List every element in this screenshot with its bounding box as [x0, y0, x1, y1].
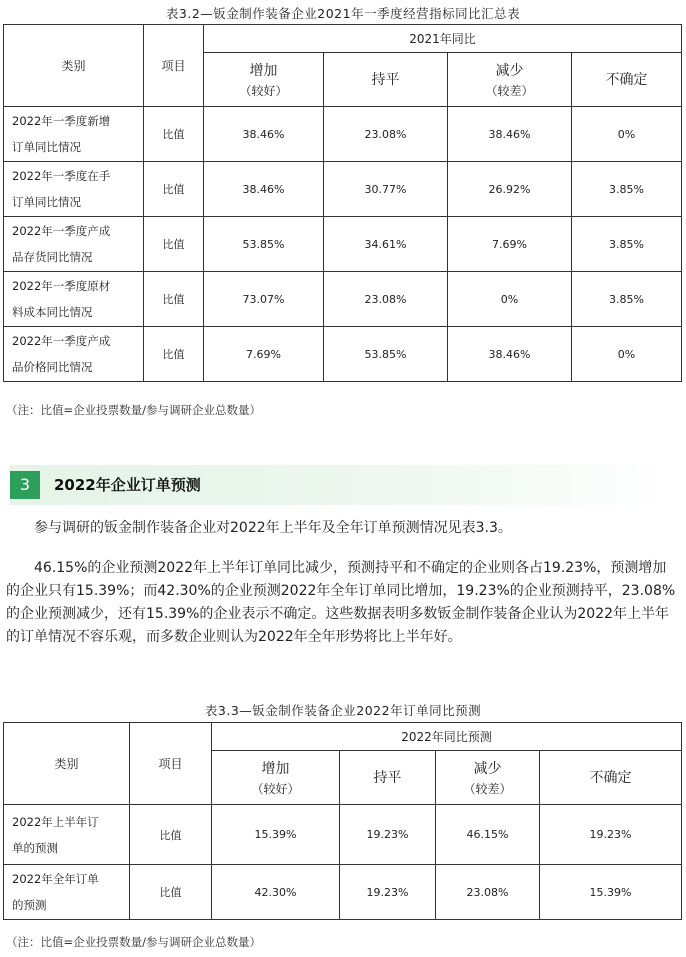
header-increase [204, 53, 324, 107]
row-label-line2: 品价格同比情况 [12, 360, 93, 374]
row-label-line2: 料成本同比情况 [12, 305, 93, 319]
row-label-line1: 2022年全年订单 [12, 872, 99, 886]
cell-uncertain: 3.85% [572, 272, 682, 327]
header-uncertain: 不确定 [540, 751, 682, 805]
cell-flat: 30.77% [324, 162, 448, 217]
row-label-line1: 2022年上半年订 [12, 814, 99, 829]
table1-note: （注：比值=企业投票数量/参与调研企业总数量） [6, 403, 262, 417]
cell-increase: 42.30% [212, 865, 340, 920]
section-title: 2022年企业订单预测 [54, 476, 201, 494]
cell-increase: 73.07% [204, 272, 324, 327]
row-label [4, 327, 144, 382]
cell-uncertain: 0% [572, 107, 682, 162]
cell-decrease: 23.08% [436, 865, 540, 920]
row-label-line1: 2022年一季度产成 [12, 224, 111, 238]
table2-note: （注：比值=企业投票数量/参与调研企业总数量） [6, 935, 262, 949]
cell-flat: 23.08% [324, 272, 448, 327]
section-header [10, 465, 676, 505]
cell-flat: 19.23% [340, 805, 436, 865]
section-number: 3 [10, 471, 40, 499]
header-increase-sub: （较好） [239, 84, 288, 98]
row-item: 比值 [130, 805, 212, 865]
cell-uncertain: 0% [572, 327, 682, 382]
cell-uncertain: 19.23% [540, 805, 682, 865]
cell-decrease: 46.15% [436, 805, 540, 865]
header-group: 2022年同比预测 [212, 723, 682, 751]
cell-flat: 19.23% [340, 865, 436, 920]
header-category: 类别 [4, 25, 144, 107]
header-increase-label: 增加 [249, 63, 278, 79]
row-label [4, 865, 130, 920]
header-uncertain: 不确定 [572, 53, 682, 107]
header-decrease [448, 53, 572, 107]
row-label [4, 217, 144, 272]
row-label [4, 107, 144, 162]
header-item: 项目 [130, 723, 212, 805]
cell-increase: 53.85% [204, 217, 324, 272]
header-decrease-sub: （较差） [463, 782, 512, 796]
row-item: 比值 [144, 162, 204, 217]
header-increase-label: 增加 [261, 761, 290, 777]
row-item: 比值 [144, 272, 204, 327]
header-item: 项目 [144, 25, 204, 107]
row-label-line1: 2022年一季度原材 [12, 279, 111, 293]
cell-flat: 53.85% [324, 327, 448, 382]
row-label [4, 272, 144, 327]
row-label-line2: 订单同比情况 [12, 140, 81, 154]
cell-increase: 38.46% [204, 107, 324, 162]
table1-caption: 表3.2—钣金制作装备企业2021年一季度经营指标同比汇总表 [165, 6, 521, 21]
cell-decrease: 38.46% [448, 327, 572, 382]
cell-decrease: 7.69% [448, 217, 572, 272]
row-label [4, 805, 130, 865]
table2-caption: 表3.3—钣金制作装备企业2022年订单同比预测 [204, 703, 482, 718]
row-item: 比值 [144, 327, 204, 382]
table-row [4, 805, 682, 865]
cell-uncertain: 3.85% [572, 162, 682, 217]
cell-increase: 38.46% [204, 162, 324, 217]
cell-decrease: 0% [448, 272, 572, 327]
row-label-line2: 单的预测 [12, 840, 58, 855]
paragraph-analysis: 46.15%的企业预测2022年上半年订单同比减少，预测持平和不确定的企业则各占19.23%，预测增加的企业只有15.39%；而42.30%的企业预测2022年全年订单同比增加，19.23%的企业预测持平，23.08%的企业预测减少，还有15.39%的企业表示不确定。这些数据表明多数钣金制作装备企业认为2022年上半年的订单情况不容乐观，而多数企业则认为2022年全年形势将比上半年好。 [6, 560, 676, 645]
row-label-line1: 2022年一季度在手 [12, 169, 111, 183]
row-label-line2: 订单同比情况 [12, 195, 81, 209]
order-forecast-table [3, 722, 682, 920]
row-label-line1: 2022年一季度产成 [12, 334, 111, 348]
header-flat: 持平 [324, 53, 448, 107]
table-row [4, 865, 682, 920]
row-label-line1: 2022年一季度新增 [12, 114, 111, 128]
cell-increase: 15.39% [212, 805, 340, 865]
cell-increase: 7.69% [204, 327, 324, 382]
header-flat: 持平 [340, 751, 436, 805]
header-decrease-label: 减少 [495, 63, 524, 79]
row-label [4, 162, 144, 217]
header-decrease [436, 751, 540, 805]
row-item: 比值 [144, 217, 204, 272]
table-row [4, 327, 682, 382]
cell-uncertain: 3.85% [572, 217, 682, 272]
cell-flat: 23.08% [324, 107, 448, 162]
header-category: 类别 [4, 723, 130, 805]
header-group: 2021年同比 [204, 25, 682, 53]
cell-decrease: 38.46% [448, 107, 572, 162]
header-decrease-sub: （较差） [485, 84, 534, 98]
row-item: 比值 [144, 107, 204, 162]
row-label-line2: 品存货同比情况 [12, 250, 93, 264]
header-decrease-label: 减少 [473, 761, 502, 777]
table-row [4, 162, 682, 217]
operating-indicators-table [3, 24, 682, 382]
cell-decrease: 26.92% [448, 162, 572, 217]
header-increase [212, 751, 340, 805]
table-row [4, 272, 682, 327]
cell-flat: 34.61% [324, 217, 448, 272]
row-label-line2: 的预测 [12, 898, 47, 912]
header-increase-sub: （较好） [251, 782, 300, 796]
paragraph-intro: 参与调研的钣金制作装备企业对2022年上半年及全年订单预测情况见表3.3。 [34, 520, 512, 536]
table-row [4, 107, 682, 162]
table-row [4, 217, 682, 272]
row-item: 比值 [130, 865, 212, 920]
cell-uncertain: 15.39% [540, 865, 682, 920]
